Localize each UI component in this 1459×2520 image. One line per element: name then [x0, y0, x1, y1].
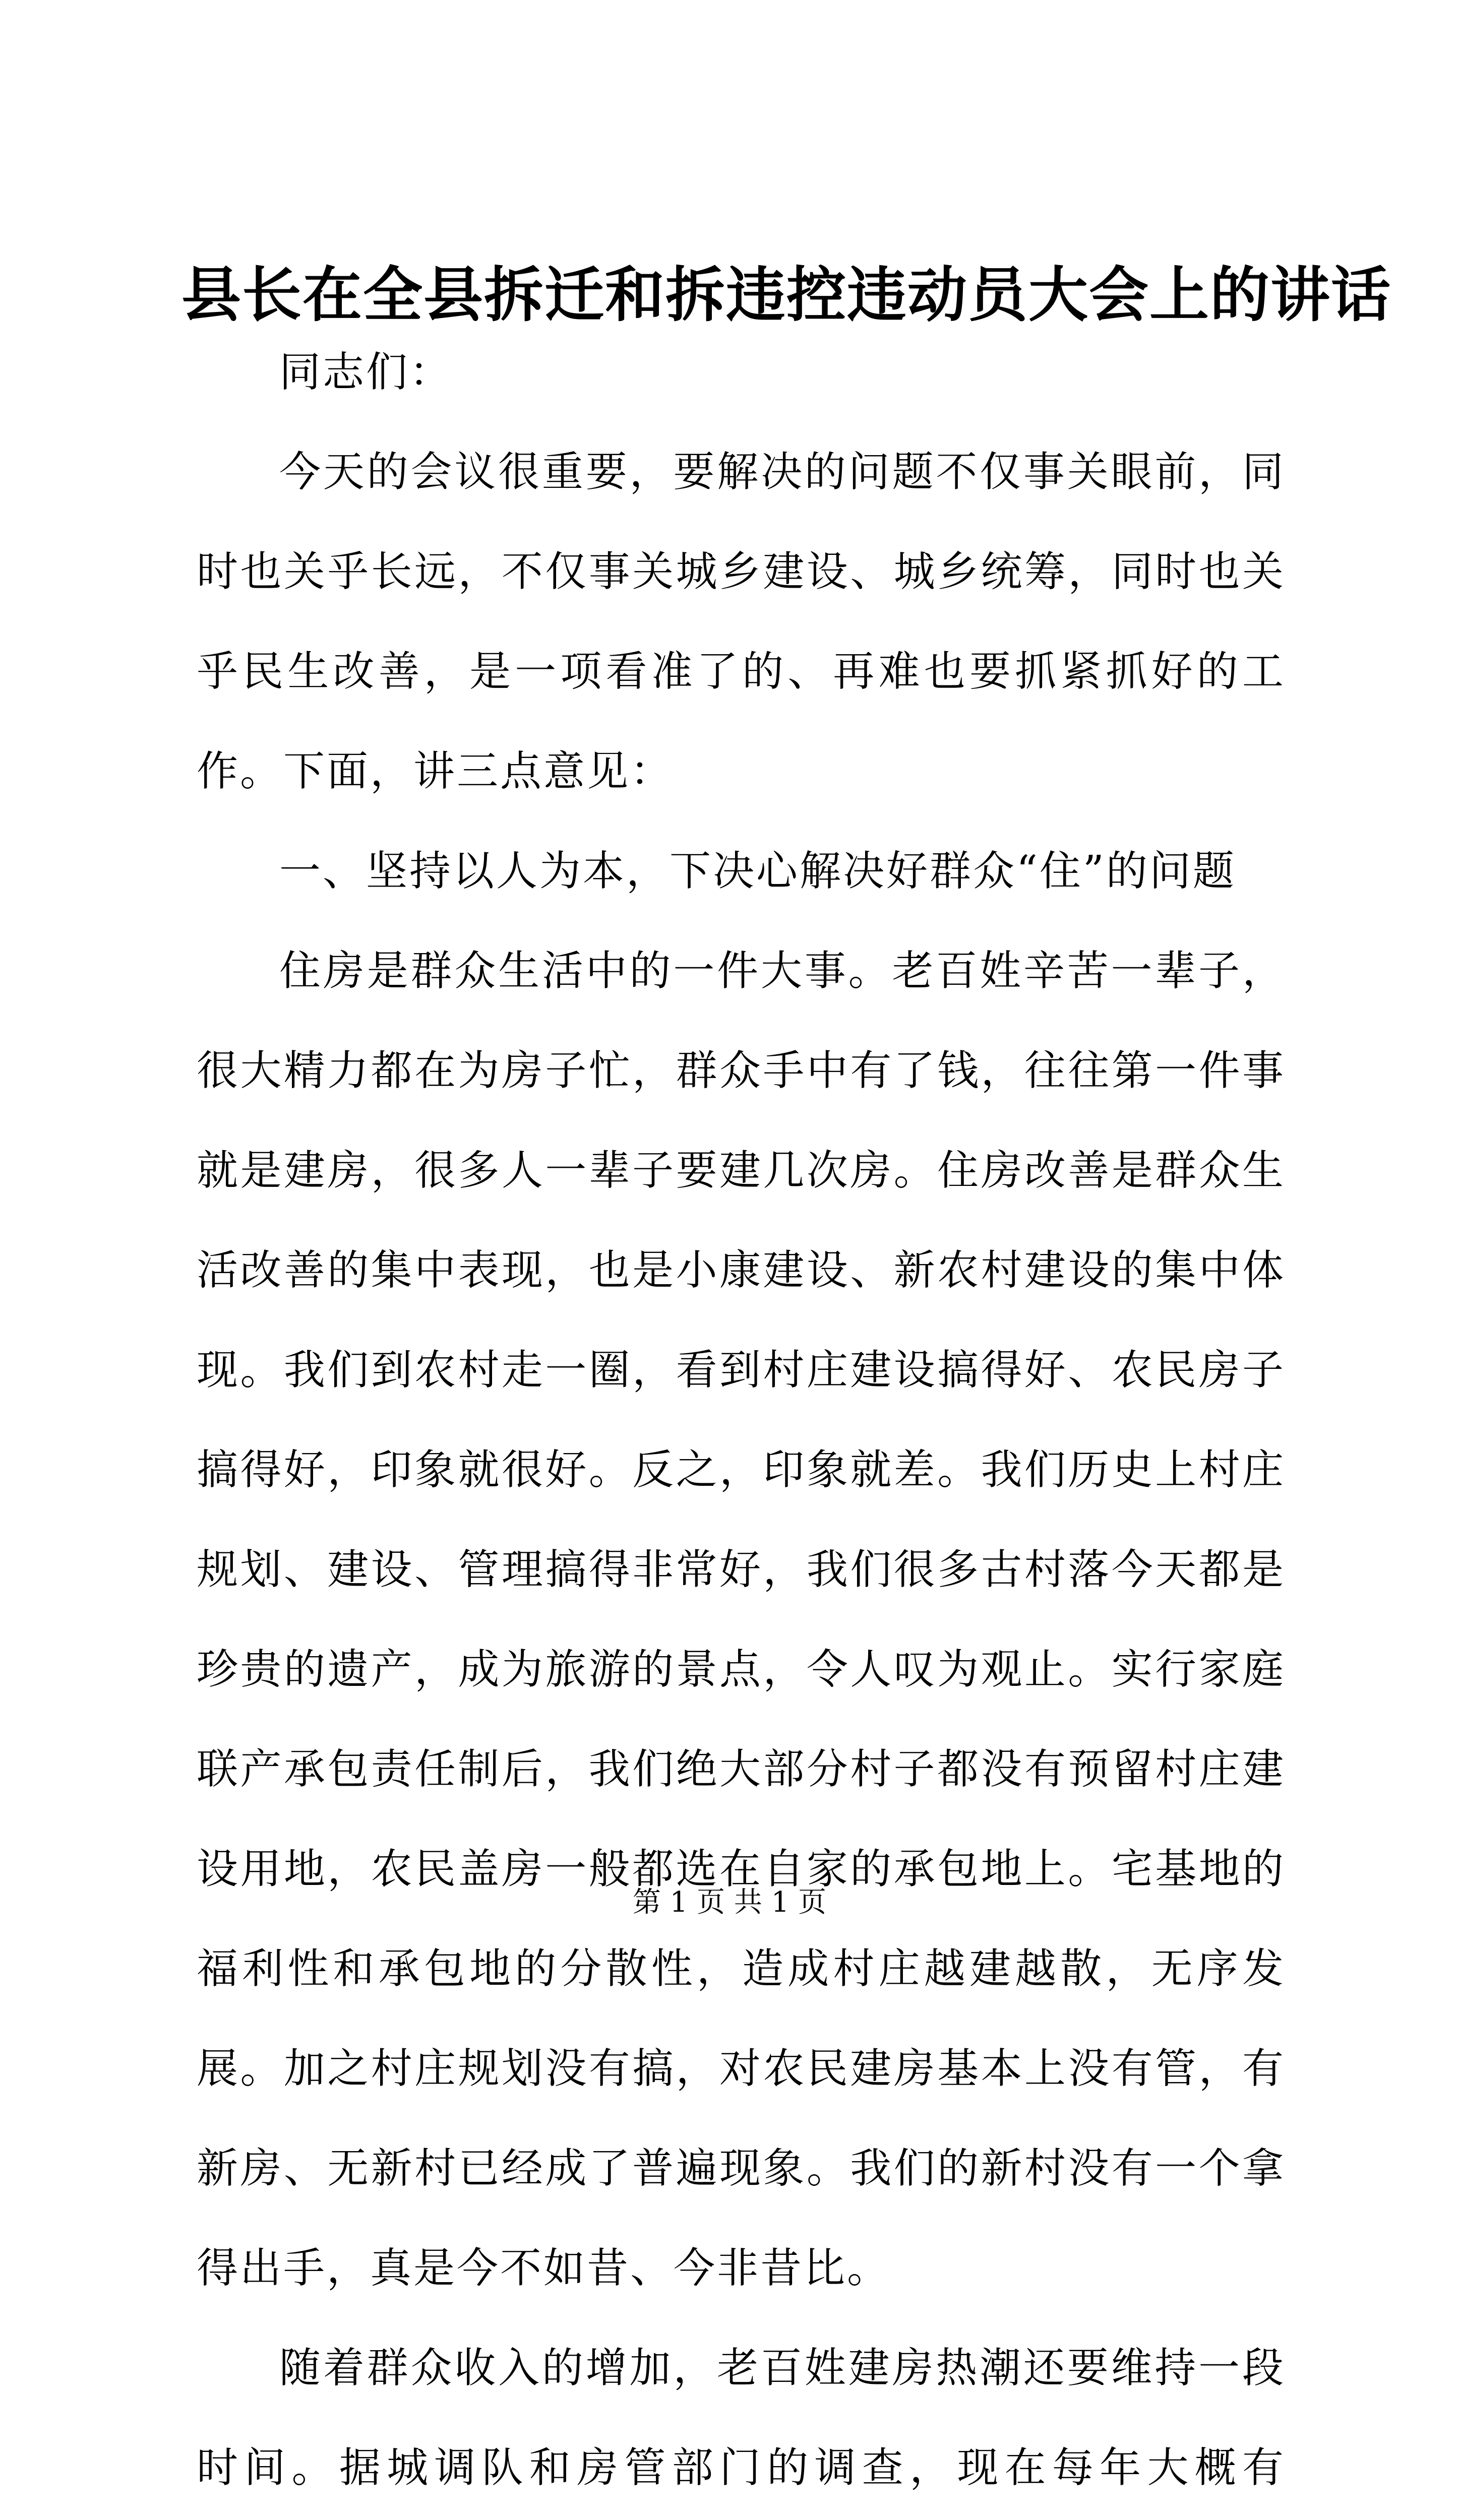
paragraph-building-trend: 随着群众收入的增加，老百姓建房热潮还要维持一段时间。据城调队和房管部门的调查，现在每年大概有 — [197, 2344, 1286, 2492]
salutation: 同志们： — [279, 348, 453, 396]
document-title: 县长在全县拆迁和拆违控违动员大会上的讲话 — [181, 260, 1392, 330]
section-heading-1: 一、坚持以人为本，下决心解决好群众“住”的问题 — [279, 847, 1236, 895]
page-footer: 第 1 页 共 1 页 — [632, 1886, 827, 1919]
document-body — [197, 323, 1286, 2520]
paragraph-housing: 住房是群众生活中的一件大事。老百姓辛苦一辈子，很大精力都在为房子忙，群众手中有了钱，往往第一件事就是建房，很多人一辈子要建几次房。住房改善是群众生活改善的集中表现，也是小康建设、新农村建设的集中体现。我们到农村走一圈，看到村庄建设搞得好、农民房子搞得好，印象就很好。反之，印象就差。我们历史上村庄规划、建设、管理搞得非常好，我们很多古村落今天都是珍贵的遗产，成为旅游的景点，令人叹为观止。实行家庭联产承包责任制后，我们绝大部分村子都没有预留村庄建设用地，农民盖房一般都选在自家的承包地上。宅基地的福利性和承包地的分散性，造成村庄越建越散，无序发展。加之村庄规划没有搞，对农民建房基本上没有管，有新房、无新村已经成了普遍现象。我们的新村没有一个拿得出手，真是今不如昔、今非昔比。 — [197, 947, 1286, 2292]
paragraph-intro: 今天的会议很重要，要解决的问题不仅事关眼前，同时也关乎长远，不仅事关城乡建设、城乡统筹，同时也关乎民生改善，是一项看准了的、再难也要抓紧抓好的工作。下面，讲三点意见： — [197, 448, 1286, 795]
